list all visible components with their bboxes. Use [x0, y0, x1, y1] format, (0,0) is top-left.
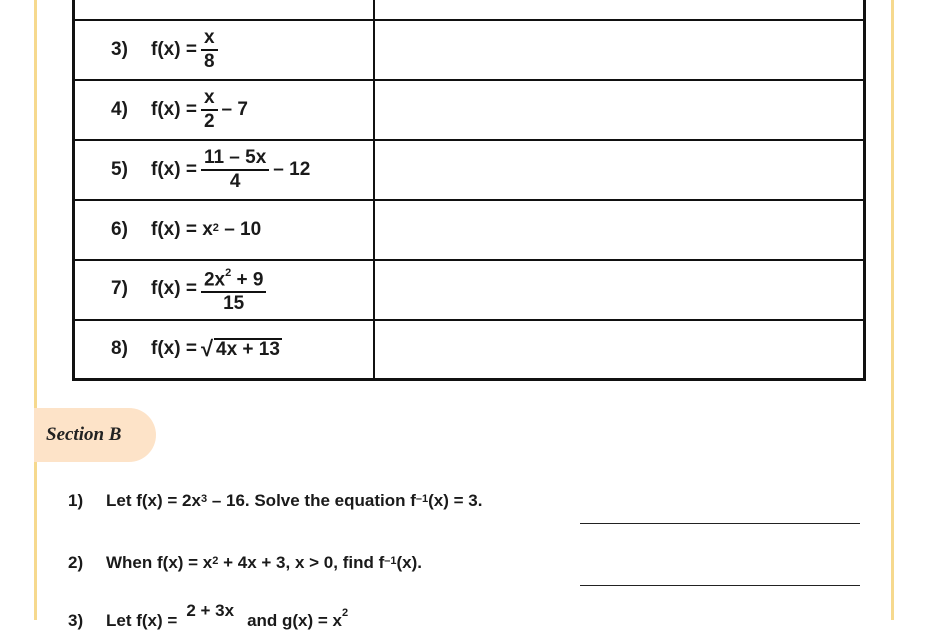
question-2	[68, 553, 422, 573]
question-cell	[74, 0, 374, 20]
function-lhs: f(x) =	[151, 158, 197, 180]
fraction	[201, 147, 269, 193]
answer-line[interactable]	[580, 585, 860, 586]
question-cell	[74, 20, 374, 80]
square-root	[201, 338, 282, 360]
answer-cell[interactable]	[374, 200, 865, 260]
numerator	[201, 264, 267, 293]
table-row	[74, 260, 865, 320]
denominator: 2	[203, 110, 215, 132]
answer-cell[interactable]	[374, 0, 865, 20]
function-lhs: f(x) =	[151, 98, 197, 120]
table-row	[74, 0, 865, 20]
expression-tail: – 7	[221, 98, 248, 120]
answer-cell[interactable]	[374, 320, 865, 380]
question-number: 3)	[68, 611, 84, 630]
exponent: –1	[415, 493, 429, 505]
question-number: 3)	[111, 38, 128, 60]
question-text: + 4x + 3, x > 0, find f	[223, 553, 385, 572]
question-number: 7)	[111, 278, 128, 300]
expression-tail: – 10	[224, 218, 262, 240]
question-3	[68, 600, 349, 630]
table-row	[74, 320, 865, 380]
radical-sign: √	[200, 336, 214, 362]
section-b-tab	[34, 408, 156, 462]
question-number: 2)	[68, 553, 84, 572]
numerator: 2 + 3x	[186, 601, 235, 620]
question-text: Let f(x) =	[106, 611, 178, 630]
question-cell	[74, 200, 374, 260]
numerator: x	[201, 27, 218, 51]
question-cell	[74, 320, 374, 380]
table-row	[74, 140, 865, 200]
question-text: and g(x) = x	[247, 611, 342, 630]
question-text: (x) = 3.	[428, 491, 483, 510]
table-row	[74, 200, 865, 260]
function-expression	[111, 27, 222, 73]
question-cell	[74, 80, 374, 140]
question-number: 4)	[111, 98, 128, 120]
question-number: 1)	[68, 491, 84, 510]
numerator: x	[201, 87, 218, 111]
function-expression	[111, 338, 282, 360]
function-lhs: f(x) =	[151, 278, 197, 300]
function-lhs: f(x) =	[151, 38, 197, 60]
denominator: 15	[223, 293, 245, 315]
question-cell	[74, 140, 374, 200]
fraction	[201, 87, 218, 133]
expression-tail: – 12	[273, 158, 311, 180]
fraction	[183, 600, 237, 622]
question-text: – 16. Solve the equation f	[211, 491, 416, 510]
function-expression	[111, 219, 261, 241]
exponent: 2	[342, 607, 349, 619]
exponent: –1	[384, 555, 397, 567]
table-row	[74, 80, 865, 140]
numerator-base: 2x	[203, 269, 226, 291]
question-1	[68, 491, 482, 511]
answer-cell[interactable]	[374, 140, 865, 200]
exponent: 2	[225, 266, 232, 279]
question-cell	[74, 260, 374, 320]
section-title: Section B	[46, 424, 122, 445]
functions-table	[72, 0, 866, 381]
denominator: 4	[229, 170, 241, 192]
question-number: 5)	[111, 158, 128, 180]
numerator: 11 – 5x	[201, 147, 269, 171]
question-number: 8)	[111, 338, 128, 360]
question-text: When f(x) = x	[106, 553, 213, 572]
function-expression	[111, 147, 310, 193]
answer-cell[interactable]	[374, 80, 865, 140]
answer-line[interactable]	[580, 523, 860, 524]
table-row	[74, 20, 865, 80]
exponent: 2	[212, 221, 219, 234]
numerator-tail: + 9	[236, 269, 264, 291]
question-text: Let f(x) = 2x	[106, 491, 201, 510]
answer-cell[interactable]	[374, 260, 865, 320]
question-number: 6)	[111, 218, 128, 240]
fraction	[201, 27, 218, 73]
function-expression	[111, 264, 270, 315]
fraction	[201, 264, 267, 315]
function-lhs: f(x) = x	[151, 218, 213, 240]
question-text: (x).	[396, 553, 422, 572]
answer-cell[interactable]	[374, 20, 865, 80]
exponent: 3	[200, 493, 208, 505]
denominator: 8	[203, 50, 215, 72]
radicand: 4x + 13	[216, 339, 280, 361]
function-expression	[111, 87, 248, 133]
function-lhs: f(x) =	[151, 338, 197, 360]
exponent: 2	[212, 555, 219, 567]
